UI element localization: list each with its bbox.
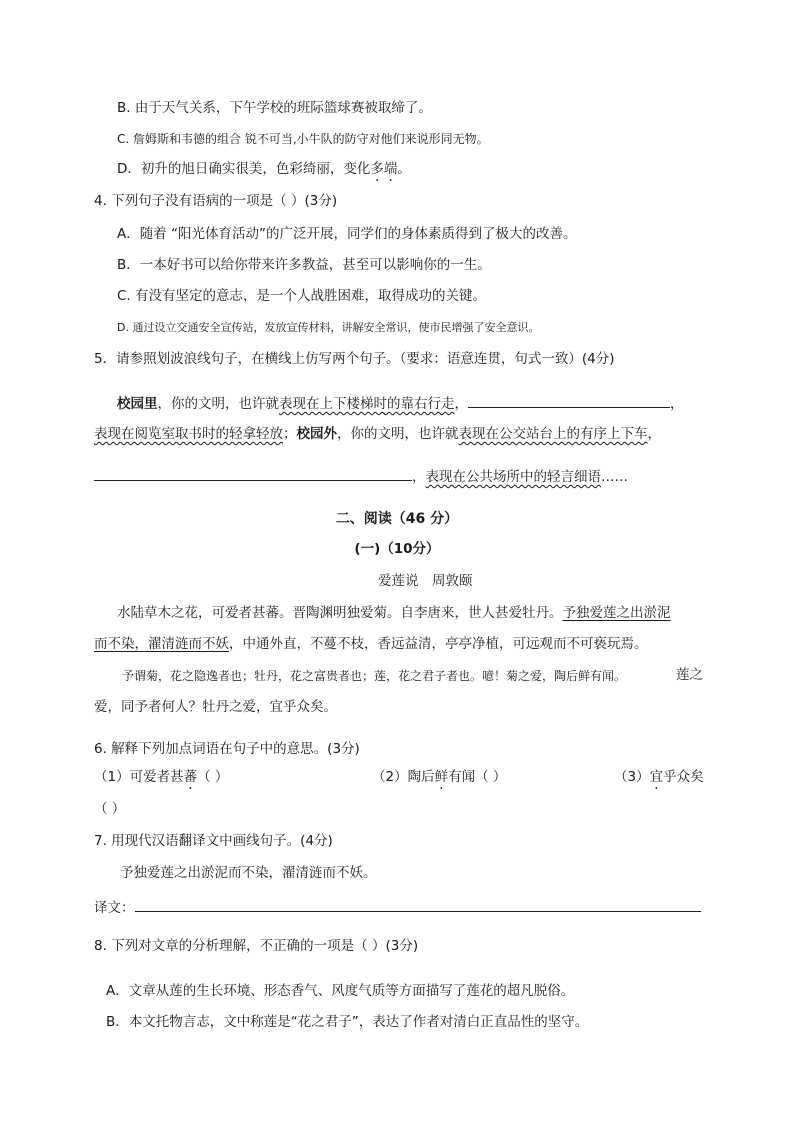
q5-wavy-sentence-3: 表现在公交站台上的有序上下车	[458, 426, 648, 442]
q5-answer-blank-2[interactable]	[94, 466, 412, 481]
section-2-subtitle: (一)（10分）	[354, 541, 440, 557]
essay-para-2-end: 莲之	[676, 667, 703, 683]
q8-option-a: A．文章从莲的生长环境、形态香气、风度气质等方面描写了莲花的超凡脱俗。	[106, 983, 575, 999]
q5-text-5: ，你的文明，也许就	[337, 426, 459, 442]
q4-option-d: D. 通过设立交通安全宣传站，发放宣传材料，讲解安全常识，使市民增强了安全意识。	[117, 321, 540, 334]
q8-stem: 8. 下列对文章的分析理解，不正确的一项是（ ）(3分)	[94, 938, 419, 954]
q5-wavy-sentence-2: 表现在阅览室取书时的轻拿轻放	[94, 426, 283, 442]
q6-item-2	[372, 768, 506, 786]
q5-line-2	[94, 425, 661, 443]
q6-item-2-blank[interactable]: 有闻（ ）	[448, 769, 507, 785]
q5-text-2: ，	[454, 396, 468, 412]
q6-item-3-blank[interactable]: （ ）	[94, 801, 126, 817]
q7-translation-label: 译文：	[94, 900, 135, 916]
essay-underlined-1: 予独爱莲之出淤泥	[562, 605, 671, 621]
q7-answer-row	[94, 897, 701, 917]
q6-item-3-dotted: 宜	[649, 769, 664, 785]
q6-item-1-dotted: 蕃	[183, 769, 198, 785]
q4-option-a: A．随着 “阳光体育活动”的广泛开展，同学们的身体素质得到了极大的改善。	[117, 226, 577, 242]
q5-answer-blank-1[interactable]	[468, 393, 670, 408]
q5-text-4: ；	[283, 426, 297, 442]
q6-item-2-text: （2）陶后	[372, 769, 435, 785]
essay-para-1-text: 水陆草木之花，可爱者甚蕃。晋陶渊明独爱菊。自李唐来，世人甚爱牡丹。	[117, 605, 563, 621]
q3-option-c: C. 詹姆斯和韦德的组合 锐不可当,小牛队的防守对他们来说形同无物。	[117, 132, 489, 146]
q6-item-1-text: （1）可爱者甚	[94, 769, 184, 785]
q6-item-3	[614, 768, 704, 786]
q5-text-7: ，	[412, 469, 426, 485]
q4-option-c: C. 有没有坚定的意志，是一个人战胜困难，取得成功的关键。	[117, 288, 487, 304]
q5-campus-in: 校园里	[117, 396, 158, 412]
q3-option-d-dotted-2: 端	[383, 161, 398, 177]
q6-item-3-text: （3）	[614, 769, 650, 785]
essay-para-1-line-1	[117, 604, 671, 622]
q8-option-b: B．本文托物言志，文中称莲是“花之君子”，表达了作者对清白正直品性的坚守。	[106, 1014, 589, 1030]
q7-sentence: 予独爱莲之出淤泥而不染，濯清涟而不妖。	[120, 865, 377, 881]
essay-para-2-line-2: 爱，同予者何人？牡丹之爱，宜乎众矣。	[94, 699, 337, 715]
q5-text-6: ，	[647, 426, 661, 442]
q5-wavy-sentence-4: 表现在公共场所中的轻言细语	[425, 469, 601, 485]
q5-text-8: ……	[601, 469, 628, 485]
q6-item-1	[94, 768, 228, 786]
q5-line-1	[117, 393, 684, 413]
essay-para-1-line-2	[94, 635, 648, 653]
q3-option-d-dotted-1: 多	[370, 161, 384, 177]
q5-campus-out: 校园外	[296, 426, 337, 442]
essay-title: 爱莲说 周敦颐	[378, 573, 473, 589]
q4-option-b: B．一本好书可以给你带来许多教益，甚至可以影响你的一生。	[117, 257, 491, 273]
q5-text-3: ，	[670, 396, 684, 412]
q3-option-d-text: D．初升的旭日确实很美，色彩绮丽，变化	[117, 161, 371, 177]
section-2-title: 二、阅读（46 分）	[335, 511, 459, 527]
essay-para-2-line-1: 予谓菊，花之隐逸者也；牡丹，花之富贵者也；莲，花之君子者也。噫！菊之爱，陶后鲜有闻。	[122, 669, 627, 683]
q6-item-1-blank[interactable]: （ ）	[197, 769, 229, 785]
q7-translation-blank[interactable]	[135, 897, 701, 912]
q6-item-2-dotted: 鲜	[434, 769, 449, 785]
q7-stem: 7. 用现代汉语翻译文中画线句子。(4分)	[94, 833, 333, 849]
q5-text-1: ，你的文明，也许就	[157, 396, 279, 412]
q5-stem: 5．请参照划波浪线句子，在横线上仿写两个句子。（要求：语意连贯，句式一致）(4分)	[94, 351, 615, 367]
q3-option-b: B. 由于天气关系，下午学校的班际篮球赛被取缔了。	[117, 100, 432, 116]
essay-underlined-2: 而不染，濯清涟而不妖	[94, 636, 229, 652]
q4-stem: 4. 下列句子没有语病的一项是（ ）(3分)	[94, 193, 338, 209]
q6-item-3-text-2: 乎众矣	[663, 769, 704, 785]
q5-wavy-sentence-1: 表现在上下楼梯时的靠右行走	[279, 396, 455, 412]
essay-para-1-text-2: ，中通外直，不蔓不枝，香远益清，亭亭净植，可远观而不可亵玩焉。	[229, 636, 648, 652]
q3-option-d	[117, 160, 411, 178]
q6-stem: 6. 解释下列加点词语在句子中的意思。(3分)	[94, 741, 360, 757]
q3-option-d-end: 。	[397, 161, 411, 177]
q5-line-3	[94, 466, 628, 486]
